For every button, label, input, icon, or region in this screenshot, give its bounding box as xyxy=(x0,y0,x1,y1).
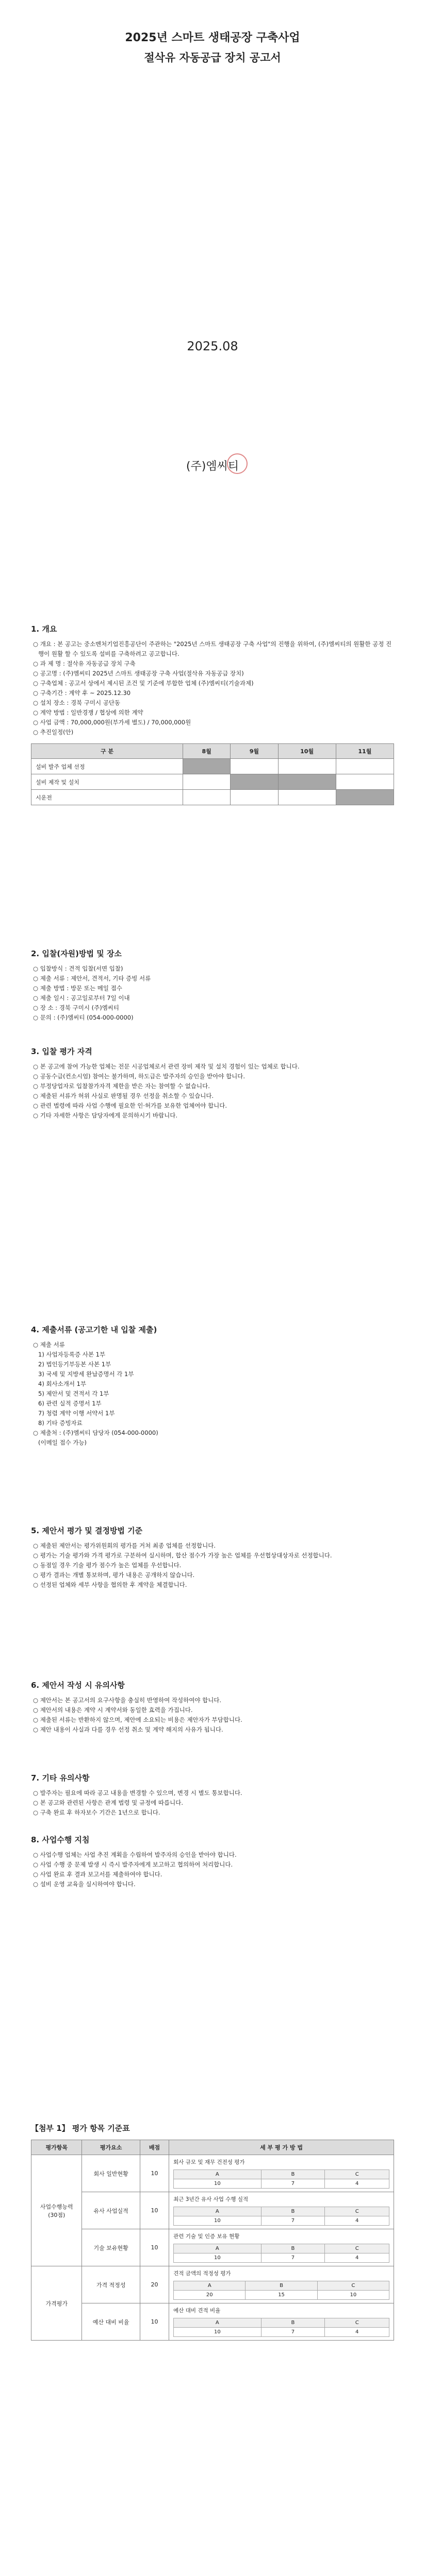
point-cell: 7 xyxy=(261,2328,325,2337)
grade-cell: B xyxy=(261,2170,325,2179)
text-line: ○ 사업 완료 후 결과 보고서를 제출하여야 합니다. xyxy=(33,1871,162,1878)
cover-date: 2025.08 xyxy=(187,339,238,353)
table-header: 9월 xyxy=(231,744,278,759)
text-line: ○ 구축업체 : 공고서 상에서 제시된 조건 및 기준에 부합한 업체 (주)엠씨티(기술과제) xyxy=(33,680,254,687)
text-line: 6) 관련 실적 증명서 1부 xyxy=(38,1400,102,1407)
cover-company: (주)엠씨티 xyxy=(186,460,239,473)
grade-cell: A xyxy=(174,2244,261,2253)
text-line: ○ 제출 서류 : 제안서, 견적서, 기타 증빙 서류 xyxy=(33,975,151,982)
table-cell: 시운전 xyxy=(31,790,183,805)
schedule-bar xyxy=(231,774,278,790)
text-line: ○ 입찰방식 : 견적 입찰(서면 입찰) xyxy=(33,965,123,972)
point-cell: 10 xyxy=(317,2291,389,2300)
grade-cell: B xyxy=(261,2207,325,2216)
point-cell: 7 xyxy=(261,2179,325,2189)
text-line: (이메일 접수 가능) xyxy=(38,1439,87,1446)
schedule-bar xyxy=(183,759,231,774)
table-cell: 10 xyxy=(140,2155,169,2192)
attachment-title: 【첨부 1】 평가 항목 기준표 xyxy=(31,2124,130,2133)
section-overview xyxy=(31,623,394,805)
point-cell: 10 xyxy=(174,2179,261,2189)
grade-cell: A xyxy=(174,2318,261,2328)
text-line: 7) 청렴 계약 이행 서약서 1부 xyxy=(38,1410,115,1417)
point-cell: 20 xyxy=(174,2291,246,2300)
text-line: ○ 선정된 업체와 세부 사항을 협의한 후 계약을 체결합니다. xyxy=(33,1581,187,1588)
text-line: ○ 제출 방법 : 방문 또는 메일 접수 xyxy=(33,985,122,992)
point-cell: 4 xyxy=(325,2216,389,2226)
section-title: 4. 제출서류 (공고기한 내 입찰 제출) xyxy=(31,1325,157,1334)
schedule-bar xyxy=(278,774,336,790)
text-line: ○ 공고명 : (주)엠씨티 2025년 스마트 생태공장 구축 사업(절삭유 자동공급 장치) xyxy=(33,670,244,677)
text-line: ○ 추진일정(안) xyxy=(33,728,74,736)
section-title: 6. 제안서 작성 시 유의사항 xyxy=(31,1681,125,1690)
table-cell: 예산 대비 비율 xyxy=(82,2303,140,2341)
text-line: ○ 장 소 : 경북 구미시 (주)엠씨티 xyxy=(33,1004,120,1011)
grade-table xyxy=(173,2170,389,2189)
table-cell: 회사 일반현황 xyxy=(82,2155,140,2192)
text-line: ○ 제안 내용이 사실과 다를 경우 선정 취소 및 계약 해지의 사유가 됩니다. xyxy=(33,1726,223,1733)
evaluation-table-1 xyxy=(31,2123,394,2341)
grade-table xyxy=(173,2244,389,2263)
eval-table xyxy=(31,2140,394,2341)
point-cell: 15 xyxy=(246,2291,317,2300)
text-line: 1) 사업자등록증 사본 1부 xyxy=(38,1351,106,1358)
text-line: ○ 사업 금액 : 70,000,000원(부가세 별도) / 70,000,000원 xyxy=(33,719,191,726)
table-cell: 가격평가 xyxy=(31,2266,82,2341)
cover-title-line1: 2025년 스마트 생태공장 구축사업 xyxy=(125,31,300,44)
text-line: ○ 관련 법령에 따라 사업 수행에 필요한 인·허가를 보유한 업체여야 합니다. xyxy=(33,1102,227,1109)
cover-title-line2: 절삭유 자동공급 장치 공고서 xyxy=(144,52,281,64)
text-line: ○ 기타 자세한 사항은 담당자에게 문의하시기 바랍니다. xyxy=(33,1112,178,1119)
text-line: ○ 본 공고와 관련된 사항은 관계 법령 및 규정에 따릅니다. xyxy=(33,1799,183,1806)
section-title: 5. 제안서 평가 및 결정방법 기준 xyxy=(31,1526,143,1535)
grade-table xyxy=(173,2318,389,2337)
text-line: ○ 제출 서류 xyxy=(33,1341,65,1348)
grade-cell: B xyxy=(246,2281,317,2291)
text-line: 5) 제안서 및 견적서 각 1부 xyxy=(38,1390,109,1397)
text-line: ○ 개요 : 본 공고는 중소벤처기업진흥공단이 주관하는 "2025년 스마트 생태공장 구축 사업"의 진행을 위하여, (주)엠씨티의 원활한 공정 진행이 원활 할 수 있도록 설비를 구축하려고 공고합니다. xyxy=(33,640,392,657)
schedule-table xyxy=(31,743,394,805)
grade-cell: A xyxy=(174,2281,246,2291)
section-title: 7. 기타 유의사항 xyxy=(31,1773,90,1783)
grade-cell: A xyxy=(174,2207,261,2216)
table-cell: 10 xyxy=(140,2192,169,2229)
table-cell: 예산 대비 견적 비율 xyxy=(173,2308,221,2314)
table-header: 10월 xyxy=(278,744,336,759)
grade-cell: C xyxy=(325,2244,389,2253)
table-cell: 10 xyxy=(140,2303,169,2341)
grade-cell: B xyxy=(261,2318,325,2328)
grade-table xyxy=(173,2281,389,2300)
grade-table xyxy=(173,2207,389,2226)
grade-cell: C xyxy=(325,2318,389,2328)
text-line: ○ 계약 방법 : 일반경쟁 / 협상에 의한 계약 xyxy=(33,709,143,716)
text-line: ○ 제안서의 내용은 계약 시 계약서와 동일한 효력을 가집니다. xyxy=(33,1706,193,1714)
point-cell: 10 xyxy=(174,2216,261,2226)
table-cell: 유사 사업실적 xyxy=(82,2192,140,2229)
text-line: 3) 국세 및 지방세 완납증명서 각 1부 xyxy=(38,1370,134,1378)
table-cell: 최근 3년간 유사 사업 수행 실적 xyxy=(173,2196,249,2202)
table-header: 세 부 평 가 방 법 xyxy=(169,2140,394,2155)
text-line: ○ 제출된 제안서는 평가위원회의 평가를 거쳐 최종 업체를 선정합니다. xyxy=(33,1542,216,1549)
table-header: 배점 xyxy=(140,2140,169,2155)
point-cell: 10 xyxy=(174,2253,261,2263)
point-cell: 10 xyxy=(174,2328,261,2337)
table-cell: 견적 금액의 적정성 평가 xyxy=(173,2270,231,2277)
text-line: 4) 회사소개서 1부 xyxy=(38,1380,87,1387)
table-cell: 설비 제작 및 설치 xyxy=(31,774,183,790)
text-line: ○ 동점일 경우 기술 평가 점수가 높은 업체를 우선합니다. xyxy=(33,1562,182,1569)
text-line: ○ 부정당업자로 입찰참가자격 제한을 받은 자는 참여할 수 없습니다. xyxy=(33,1082,210,1090)
schedule-bar xyxy=(336,790,394,805)
point-cell: 4 xyxy=(325,2253,389,2263)
text-line: ○ 사업 수행 중 문제 발생 시 즉시 발주자에게 보고하고 협의하여 처리합니다. xyxy=(33,1861,233,1868)
table-header: 11월 xyxy=(336,744,394,759)
table-header: 평가요소 xyxy=(82,2140,140,2155)
section-title: 1. 개요 xyxy=(31,624,57,634)
grade-cell: B xyxy=(261,2244,325,2253)
section-proposal-notes xyxy=(31,1680,394,1735)
text-line: ○ 구축기간 : 계약 후 ~ 2025.12.30 xyxy=(33,689,131,697)
text-line: ○ 사업수행 업체는 사업 추진 계획을 수립하여 발주자의 승인을 받아야 합니다. xyxy=(33,1851,237,1858)
section-guidelines xyxy=(31,1834,394,1889)
grade-cell: C xyxy=(325,2207,389,2216)
point-cell: 4 xyxy=(325,2179,389,2189)
table-cell: 20 xyxy=(140,2266,169,2303)
company-seal-icon xyxy=(227,453,248,474)
section-eligibility xyxy=(31,1046,394,1121)
table-cell: 기술 보유현황 xyxy=(82,2229,140,2266)
section-evaluation-method xyxy=(31,1525,394,1590)
grade-cell: C xyxy=(325,2170,389,2179)
table-cell: 회사 규모 및 재무 건전성 평가 xyxy=(173,2159,245,2165)
text-line: ○ 제출된 서류가 허위 사실로 판명될 경우 선정을 취소할 수 있습니다. xyxy=(33,1092,214,1099)
text-line: ○ 제출된 서류는 반환하지 않으며, 제안에 소요되는 비용은 제안자가 부담합니다. xyxy=(33,1716,242,1723)
text-line: ○ 제출 일시 : 공고일로부터 7일 이내 xyxy=(33,994,130,1002)
section-other-notes xyxy=(31,1772,394,1818)
text-line: ○ 제안서는 본 공고서의 요구사항을 충실히 반영하여 작성하여야 합니다. xyxy=(33,1697,222,1704)
table-cell: 사업수행능력(30점) xyxy=(31,2155,82,2266)
text-line: ○ 평가 결과는 개별 통보하며, 평가 내용은 공개하지 않습니다. xyxy=(33,1571,195,1579)
text-line: ○ 평가는 기술 평가와 가격 평가로 구분하여 실시하며, 합산 점수가 가장 높은 업체를 우선협상대상자로 선정합니다. xyxy=(33,1552,332,1559)
table-header: 구 분 xyxy=(31,744,183,759)
point-cell: 4 xyxy=(325,2328,389,2337)
section-title: 8. 사업수행 지침 xyxy=(31,1835,90,1844)
table-header: 평가항목 xyxy=(31,2140,82,2155)
section-bid-method xyxy=(31,948,394,1023)
text-line: 2) 법인등기부등본 사본 1부 xyxy=(38,1361,111,1368)
text-line: ○ 공동수급(컨소시엄) 참여는 불가하며, 하도급은 발주자의 승인을 받아야 합니다. xyxy=(33,1073,246,1080)
text-line: ○ 제출처 : (주)엠씨티 담당자 (054-000-0000) xyxy=(33,1429,158,1436)
section-title: 2. 입찰(자원)방법 및 장소 xyxy=(31,949,122,958)
text-line: ○ 발주자는 필요에 따라 공고 내용을 변경할 수 있으며, 변경 시 별도 통보합니다. xyxy=(33,1789,242,1797)
section-title: 3. 입찰 평가 자격 xyxy=(31,1047,92,1056)
table-header: 8월 xyxy=(183,744,231,759)
grade-cell: A xyxy=(174,2170,261,2179)
table-cell: 설비 발주 업체 선정 xyxy=(31,759,183,774)
point-cell: 7 xyxy=(261,2216,325,2226)
table-cell: 가격 적정성 xyxy=(82,2266,140,2303)
point-cell: 7 xyxy=(261,2253,325,2263)
table-cell: 관련 기술 및 인증 보유 현황 xyxy=(173,2233,240,2240)
text-line: ○ 본 공고에 참여 가능한 업체는 전문 시공업체로서 관련 장비 제작 및 설치 경험이 있는 업체로 합니다. xyxy=(33,1063,300,1070)
grade-cell: C xyxy=(317,2281,389,2291)
text-line: 8) 기타 증빙자료 xyxy=(38,1419,83,1427)
text-line: ○ 문의 : (주)엠씨티 (054-000-0000) xyxy=(33,1014,134,1021)
text-line: ○ 과 제 명 : 절삭유 자동공급 장치 구축 xyxy=(33,660,136,667)
table-cell: 10 xyxy=(140,2229,169,2266)
section-documents xyxy=(31,1324,394,1448)
text-line: ○ 설치 장소 : 경북 구미시 공단동 xyxy=(33,699,121,706)
text-line: ○ 구축 완료 후 하자보수 기간은 1년으로 합니다. xyxy=(33,1809,160,1816)
text-line: ○ 설비 운영 교육을 실시하여야 합니다. xyxy=(33,1880,136,1888)
